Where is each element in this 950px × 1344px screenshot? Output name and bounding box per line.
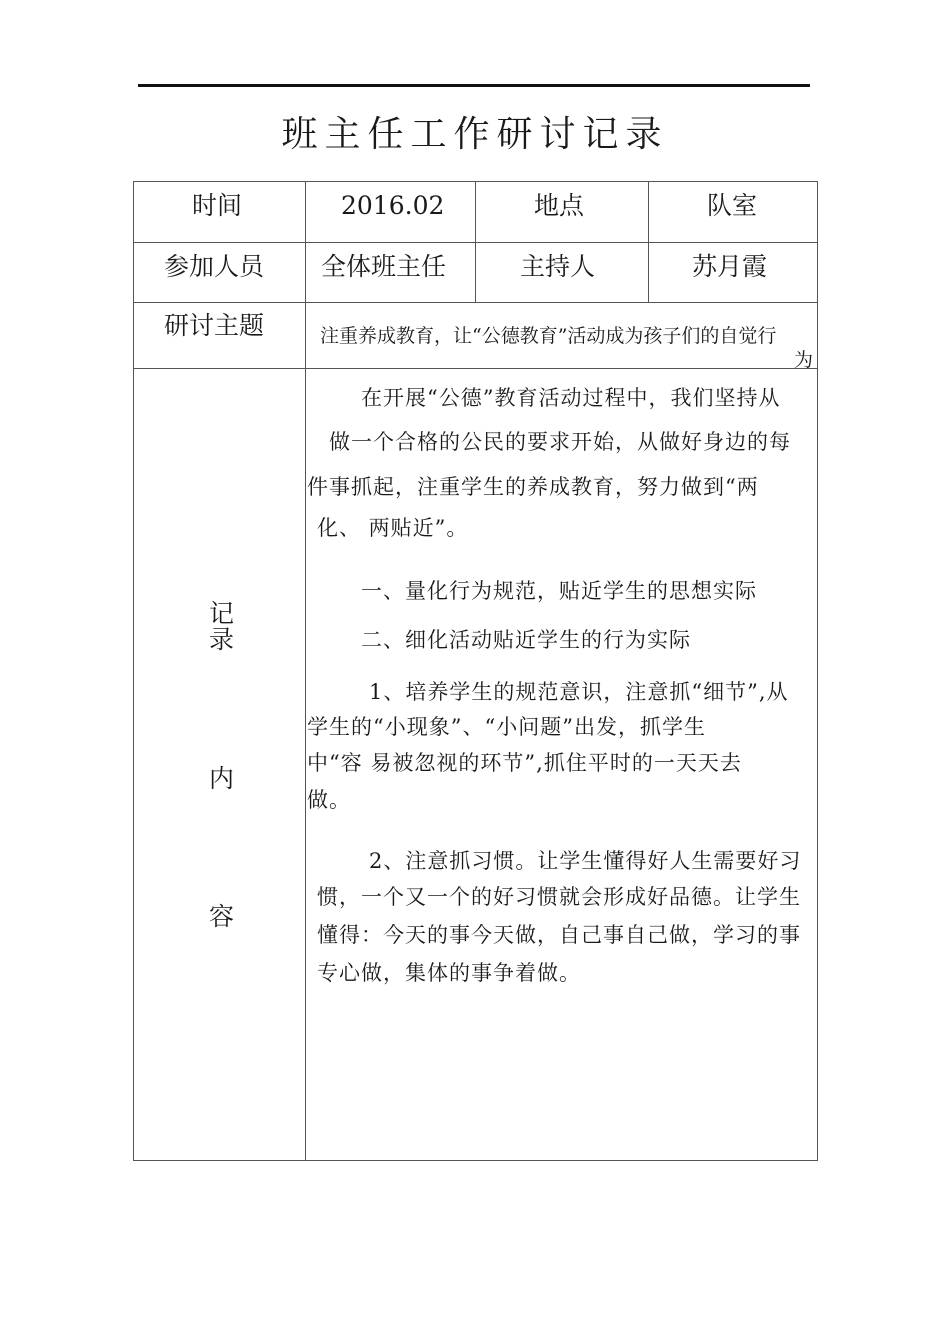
column-divider	[305, 182, 306, 1161]
page-title: 班主任工作研讨记录	[281, 114, 669, 155]
content-line: 1、培养学生的规范意识，注意抓“细节”,从	[369, 680, 789, 704]
topic-label: 研讨主题	[164, 311, 265, 340]
content-line: 学生的“小现象”、“小问题”出发，抓学生	[307, 715, 706, 739]
content-line: 中“容 易被忽视的环节”,抓住平时的一天天去	[307, 751, 742, 775]
column-divider	[475, 182, 476, 302]
top-rule	[138, 84, 810, 87]
participants-label: 参加人员	[164, 252, 265, 281]
content-line: 一、量化行为规范，贴近学生的思想实际	[361, 579, 757, 603]
topic-line-1: 注重养成教育，让“公德教育”活动成为孩子们的自觉行	[320, 325, 777, 347]
record-label-char: 容	[209, 902, 235, 931]
topic-line-2: 为	[794, 349, 814, 371]
host-label: 主持人	[520, 252, 596, 281]
content-line: 件事抓起，注重学生的养成教育，努力做到“两	[307, 475, 759, 499]
content-line: 做一个合格的公民的要求开始，从做好身边的每	[329, 430, 791, 454]
content-line: 2、注意抓习惯。让学生懂得好人生需要好习	[369, 849, 802, 873]
record-label-char: 记	[209, 599, 235, 628]
record-table	[133, 181, 818, 1161]
row-divider	[134, 302, 817, 303]
column-divider	[648, 182, 649, 302]
record-label-char: 录	[209, 625, 235, 654]
content-line: 懂得：今天的事今天做，自己事自己做，学习的事	[317, 923, 801, 947]
place-value: 队室	[707, 191, 758, 220]
content-line: 化、 两贴近”。	[317, 516, 469, 540]
content-line: 做。	[307, 788, 351, 812]
row-divider	[134, 368, 817, 369]
time-label: 时间	[192, 191, 243, 220]
content-line: 在开展“公德”教育活动过程中，我们坚持从	[361, 386, 781, 410]
participants-value: 全体班主任	[321, 252, 447, 281]
content-line: 惯，一个又一个的好习惯就会形成好品德。让学生	[317, 885, 801, 909]
content-line: 二、细化活动贴近学生的行为实际	[361, 628, 691, 652]
time-value: 2016.02	[341, 191, 445, 220]
host-value: 苏月霞	[692, 252, 768, 281]
place-label: 地点	[534, 191, 585, 220]
record-label-char: 内	[209, 764, 235, 793]
content-line: 专心做，集体的事争着做。	[317, 961, 581, 985]
